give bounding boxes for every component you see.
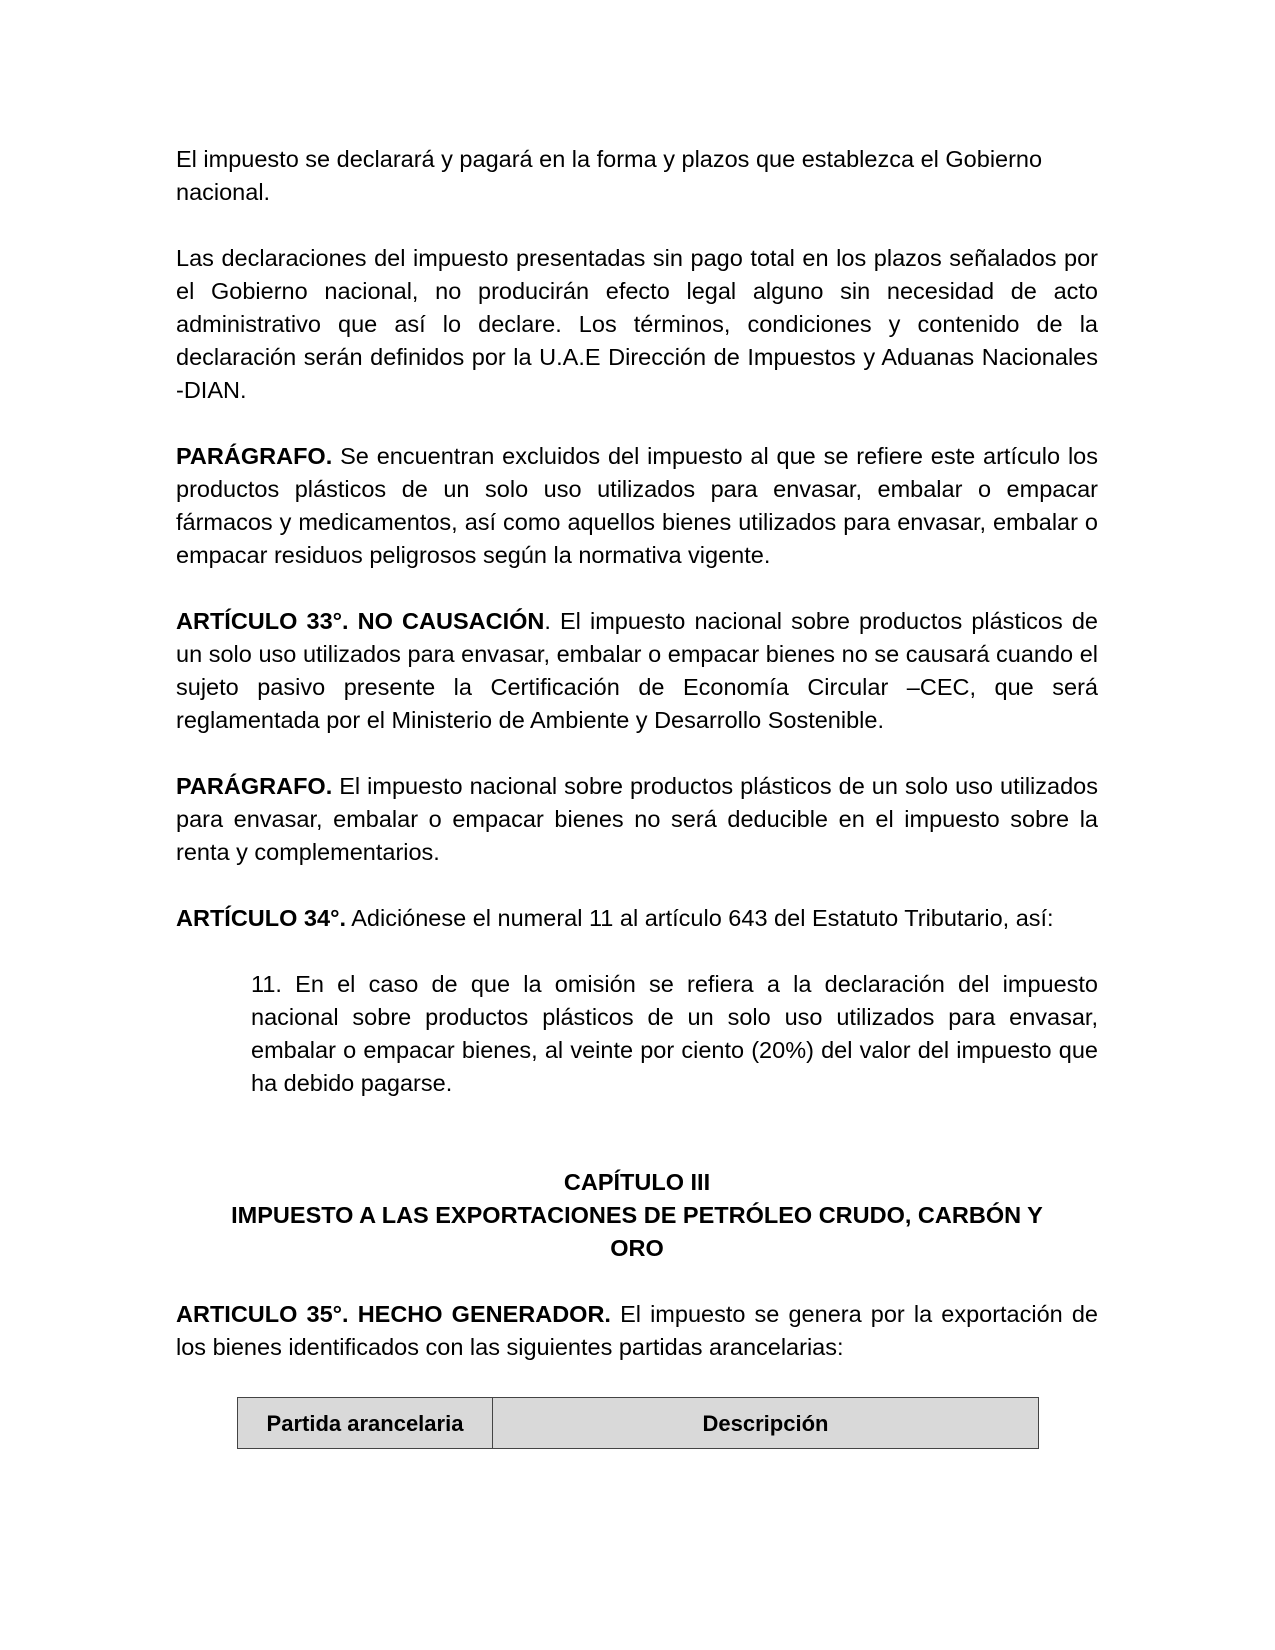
tariff-table xyxy=(237,1397,1039,1449)
table-header-row xyxy=(238,1398,1039,1449)
paragraph-label: PARÁGRAFO. xyxy=(176,773,333,799)
paragraph-declarations-without-payment xyxy=(176,242,1098,407)
article-heading: ARTÍCULO 34°. xyxy=(176,905,346,931)
column-header-partida: Partida arancelaria xyxy=(238,1398,493,1449)
article-heading: ARTICULO 35°. HECHO GENERADOR. xyxy=(176,1301,611,1327)
paragraph-label: PARÁGRAFO. xyxy=(176,443,333,469)
paragraph-paragrafo-deductible xyxy=(176,770,1098,869)
document-page xyxy=(176,143,1098,1449)
paragraph-article-35 xyxy=(176,1298,1098,1364)
chapter-title-line-2: ORO xyxy=(610,1235,664,1261)
paragraph-text: Las declaraciones del impuesto presentadas sin pago total en los plazos señalados por el Gobierno nacional, no producirán efecto legal alguno sin necesidad de acto administrativo que así lo declare. Los términos, condiciones y contenido de la declaración serán definidos por la U.A.E Dirección de Impuestos y Aduanas Nacionales -DIAN. xyxy=(176,245,1098,403)
paragraph-article-34 xyxy=(176,902,1098,935)
paragraph-text: El impuesto nacional sobre productos plásticos de un solo uso utilizados para envasar, embalar o empacar bienes no será deducible en el impuesto sobre la renta y complementarios. xyxy=(176,773,1098,865)
paragraph-numeral-11 xyxy=(251,968,1098,1100)
chapter-heading xyxy=(176,1166,1098,1265)
paragraph-text: . El impuesto nacional sobre productos plásticos de un solo uso utilizados para envasar, embalar o empacar bienes no se causará cuando el sujeto pasivo presente la Certificación de Economía Circular –CEC, que será reglamentada por el Ministerio de Ambiente y Desarrollo Sostenible. xyxy=(176,608,1098,733)
column-header-descripcion: Descripción xyxy=(493,1398,1039,1449)
paragraph-text: El impuesto se declarará y pagará en la forma y plazos que establezca el Gobierno nacional. xyxy=(176,146,1043,205)
paragraph-text: Se encuentran excluidos del impuesto al que se refiere este artículo los productos plásticos de un solo uso utilizados para envasar, embalar o empacar fármacos y medicamentos, así como aquellos bienes utilizados para envasar, embalar o empacar residuos peligrosos según la normativa vigente. xyxy=(176,443,1098,568)
paragraph-text: 11. En el caso de que la omisión se refiera a la declaración del impuesto nacional sobre productos plásticos de un solo uso utilizados para envasar, embalar o empacar bienes, al veinte por ciento (20%) del valor del impuesto que ha debido pagarse. xyxy=(251,971,1098,1096)
paragraph-article-33 xyxy=(176,605,1098,737)
paragraph-declaration xyxy=(176,143,1098,209)
chapter-title-line-1: IMPUESTO A LAS EXPORTACIONES DE PETRÓLEO CRUDO, CARBÓN Y xyxy=(231,1202,1043,1228)
paragraph-paragrafo-exclusions xyxy=(176,440,1098,572)
chapter-number: CAPÍTULO III xyxy=(563,1169,711,1195)
paragraph-text: Adiciónese el numeral 11 al artículo 643 del Estatuto Tributario, así: xyxy=(346,905,1054,931)
article-heading: ARTÍCULO 33°. NO CAUSACIÓN xyxy=(176,608,545,634)
paragraph-text: El impuesto se genera por la exportación de los bienes identificados con las siguientes partidas arancelarias: xyxy=(176,1301,1098,1360)
